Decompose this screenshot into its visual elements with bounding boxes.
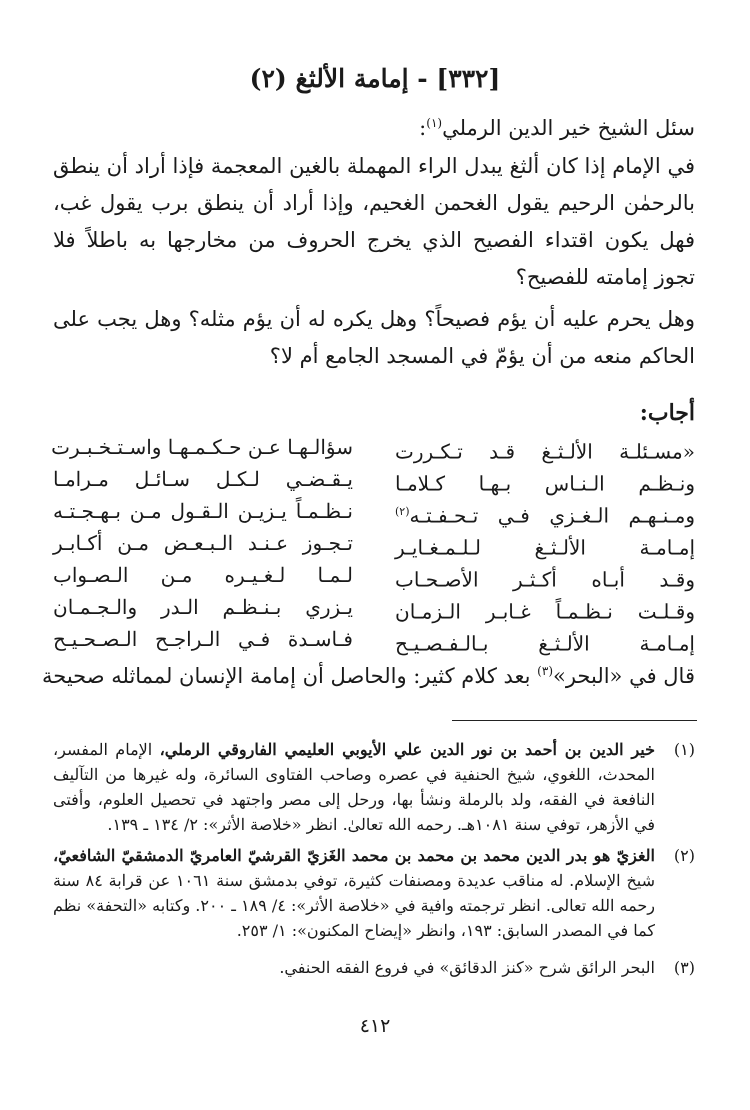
question-paragraph-2: وهل يحرم عليه أن يؤم فصيحاً؟ وهل يكره له أن يؤم مثله؟ وهل يجب على الحاكم منعه من أن يؤمّ في المسجد الجامع أم لا؟: [53, 307, 695, 368]
answer-label: أجاب:: [639, 400, 695, 426]
verse-first-hemistich: إمـامـة الألـثـغ لـلـمـغـايـر: [395, 535, 695, 560]
poem-verse: [53, 496, 695, 527]
asker-name: سئل الشيخ خير الدين الرملي: [442, 116, 695, 140]
verse-first-hemistich: إمـامـة الألـثـغ بـالـفـصـيـح: [395, 631, 695, 656]
footnote-ref-2: (٢): [395, 505, 410, 518]
poem-verse: [53, 464, 695, 495]
verse-second-hemistich: سؤالـهـا عـن حـكـمـهـا واسـتـخـبـرت: [51, 435, 353, 459]
verse-second-hemistich: فـاسـدة فـي الـراجـح الـصـحـيـح: [53, 627, 353, 651]
footnote-2: [53, 843, 695, 943]
verse-second-hemistich: تـجـوز عـنـد الـبـعـض مـن أكـابـر: [53, 531, 353, 555]
footnote-divider: [452, 720, 697, 721]
section-title: [٣٣٢] - إمامة الألثغ (٢): [249, 64, 501, 93]
footnote-number: (٣): [673, 958, 695, 977]
poem-verse: [53, 560, 695, 591]
poem-verse: [53, 528, 695, 559]
verse-first-hemistich: وقـلـت نـظـمـاً غـابـر الـزمـان: [395, 599, 695, 624]
footnote-ref-1: (١): [426, 116, 443, 130]
poem-verse: [53, 624, 695, 655]
page-number: ٤١٢: [359, 1015, 391, 1037]
verse-first-hemistich: «مسـئلـة الألـثـغ قـد تـكـررت: [395, 439, 695, 464]
footnote-text: الغزيّ هو بدر الدين محمد بن محمد بن محمد الغَزيّ القرشيّ العامريّ الدمشقيّ الشافعيّ، شيخ الإسلام. له مناقب عديدة ومصنفات كثيرة، توفي بدمشق سنة ١٠٦١ عن قرابة ٨٤ سنة رحمه الله تعالى. انظر ترجمته وافية في «خلاصة الأثر»: ٤/ ١٨٩ ـ ٢٠٠. وكتابه «التحفة» نظم كما في المصدر السابق: ١٩٣، وانظر «إيضاح المكنون»: ١/ ٢٥٣.: [53, 846, 656, 940]
footnote-number: (٢): [673, 846, 695, 865]
verse-first-hemistich: ومـنـهـم الـغـزي فـي تـحـفـتـه$^{(٢)}$: [395, 503, 695, 528]
footnote-text: خير الدين بن أحمد بن نور الدين علي الأيوبي العليمي الفاروقي الرملي، الإمام المفسر، المحدث، اللغوي، شيخ الحنفية في عصره وصاحب الفتاوى السائرة، وله غيرها من التآليف النافعة في الفقه، ولد بالرملة ونشأ بها، ورحل إلى مصر واجتهد في تحصيل العلوم، وأفتى في الأزهر، توفي سنة ١٠٨١هـ. رحمه الله تعالىٰ. انظر «خلاصة الأثر»: ٢/ ١٣٤ ـ ١٣٩.: [53, 740, 655, 834]
verse-second-hemistich: لـمـا لـغـيـره مـن الـصـواب: [53, 563, 353, 587]
footnote-1: [53, 737, 695, 837]
question-paragraph-1: في الإمام إذا كان ألثغ يبدل الراء المهملة بالغين المعجمة فإذا أراد أن ينطق بالرحمٰن الرحيم يقول الغحمن الغحيم، وإذا أراد أن ينطق برب يقول غب، فهل يكون اقتداء الفصيح الذي يخرج الحروف من مخارجها به باطلاً فلا تجوز إمامته للفصيح؟: [53, 154, 695, 289]
verse-second-hemistich: يـزري بـنـظـم الـدر والـجـمـان: [53, 595, 353, 619]
poem-verse: [53, 432, 695, 463]
footnote-number: (١): [673, 740, 695, 759]
footnote-text: البحر الرائق شرح «كنز الدقائق» في فروع الفقه الحنفي.: [279, 958, 655, 977]
verse-first-hemistich: ونـظـم الـنـاس بـهـا كـلامـا: [395, 471, 695, 496]
footnote-3: [53, 955, 695, 980]
verse-second-hemistich: نـظـمـاً يـزيـن الـقـول مـن بـهـجـتـه: [53, 499, 353, 523]
footnote-ref-3: (٣): [537, 664, 553, 678]
verse-first-hemistich: وقـد أبـاه أكـثـر الأصـحـاب: [395, 567, 695, 592]
poem-verse: [53, 592, 695, 623]
verse-second-hemistich: يـقـضـي لـكـل سـائـل مـرامـا: [53, 467, 353, 491]
question-intro: [419, 108, 695, 143]
closing-line: قال في «البحر»$^{(٣)}$ بعد كلام كثير: والحاصل أن إمامة الإنسان لمماثله صحيحة: [42, 664, 695, 688]
asker-colon: :: [419, 116, 427, 140]
